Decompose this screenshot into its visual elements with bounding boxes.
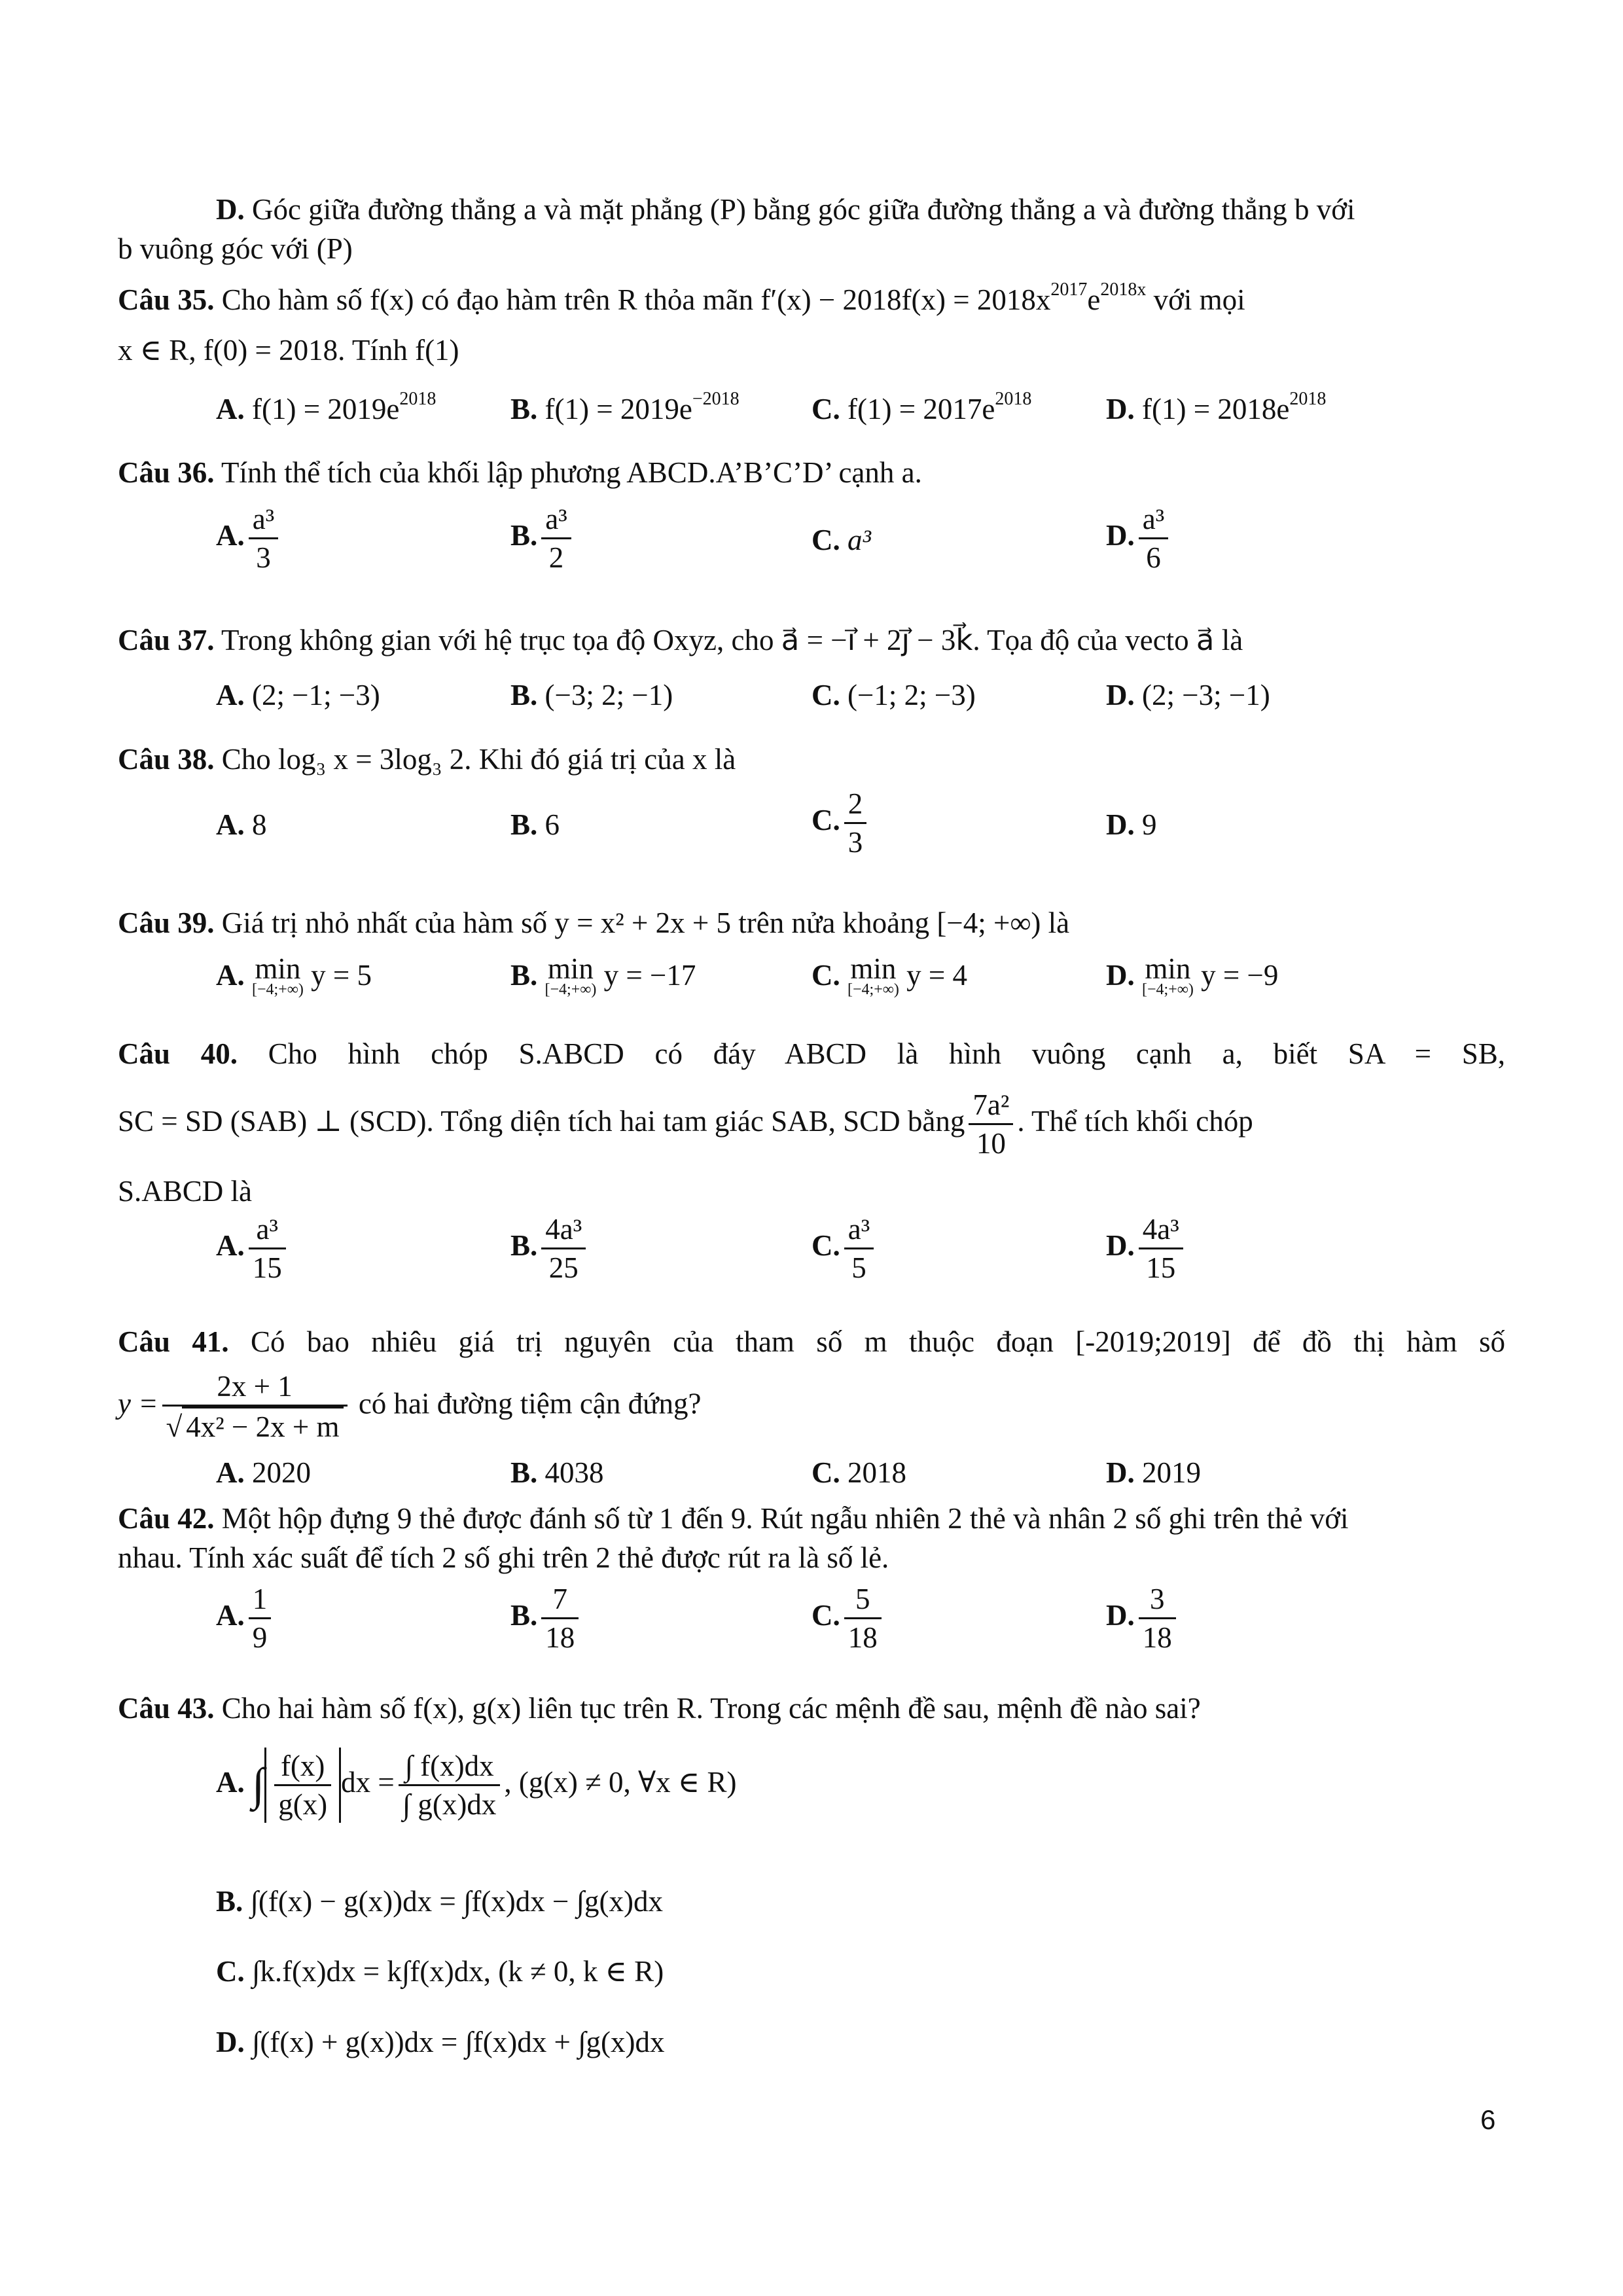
- q36-options: [216, 501, 1505, 592]
- q37-option-a: A. (2; −1; −3): [216, 679, 380, 711]
- q36-option-c: C. a³: [812, 524, 871, 556]
- q40-option-a: A. $\frac{\text{a³}}{15}$: [216, 1211, 290, 1286]
- q35-stem: Câu 35. Cho hàm số f(x) có đạo hàm trên R thỏa mãn $f'(x) - 2018f(x) = 2018x^{2017}e^{2018x}$ với mọi: [118, 279, 1245, 316]
- q42-option-b: B. $\frac{7}{18}$: [510, 1581, 582, 1656]
- q36-stem: Câu 36. Tính thể tích của khối lập phương ABCD.A’B’C’D’ cạnh a.: [118, 456, 922, 489]
- q41-option-d: D. 2019: [1106, 1456, 1201, 1489]
- q43-option-d: D. ∫(f(x) + g(x))dx = ∫f(x)dx + ∫g(x)dx: [216, 2026, 665, 2058]
- q42-stem: Câu 42. Một hộp đựng 9 thẻ được đánh số từ 1 đến 9. Rút ngẫu nhiên 2 thẻ và nhân 2 số ghi trên thẻ với: [118, 1502, 1349, 1535]
- q35-option-a: A. $f(1) = 2019e^{2018}$: [216, 389, 437, 425]
- q37-stem: Câu 37. Trong không gian với hệ trục tọa độ Oxyz, cho a⃗ = −i⃗ + 2j⃗ − 3k⃗. Tọa độ của vecto a⃗ là: [118, 624, 1243, 656]
- q39-options: [216, 952, 1505, 1014]
- q35-option-c: C. $f(1) = 2017e^{2018}$: [812, 389, 1032, 425]
- q36-option-a: A. $\frac{\text{a³}}{3}$: [216, 501, 282, 576]
- q40-option-b: B. $\frac{\text{4a³}}{25}$: [510, 1211, 590, 1286]
- q38-option-a: A. 8: [216, 808, 267, 841]
- q37-option-d: D. (2; −3; −1): [1106, 679, 1270, 711]
- q35-stem-line2: x ∈ R, f(0) = 2018. Tính f(1): [118, 334, 459, 367]
- q40-stem-line2: SC = SD (SAB) ⊥ (SCD). Tổng diện tích hai tam giác SAB, SCD bằng $\frac{\text{7a²}}{10}$ . Thể tích khối chóp: [118, 1086, 1253, 1172]
- page-number: 6: [1480, 2104, 1496, 2135]
- q34-option-d: D. Góc giữa đường thẳng a và mặt phẳng (P) bằng góc giữa đường thẳng a và đường thẳng b với: [216, 193, 1355, 226]
- q38-stem: Câu 38. Cho log₃ x = 3log₃ 2. Khi đó giá trị của x là: [118, 743, 736, 776]
- q35-option-b: B. $f(1) = 2019e^{-2018}$: [510, 389, 740, 425]
- q40-options: [216, 1211, 1505, 1302]
- q39-option-c: C. min [−4;+∞) y = 4: [812, 952, 967, 998]
- q39-option-b: B. min [−4;+∞) y = −17: [510, 952, 696, 998]
- q42-option-a: A. $\frac{1}{9}$: [216, 1581, 275, 1656]
- q42-options: [216, 1581, 1505, 1672]
- q40-stem-line3: S.ABCD là: [118, 1175, 253, 1208]
- q39-option-a: A. min [−4;+∞) y = 5: [216, 952, 372, 998]
- q41-option-a: A. 2020: [216, 1456, 311, 1489]
- q40-stem: Câu 40. Cho hình chóp S.ABCD có đáy ABCD là hình vuông cạnh a, biết SA = SB,: [118, 1037, 1505, 1070]
- q40-option-c: C. $\frac{\text{a³}}{5}$: [812, 1211, 878, 1286]
- q36-option-b: B. $\frac{\text{a³}}{2}$: [510, 501, 575, 576]
- q43-stem: Câu 43. Cho hai hàm số f(x), g(x) liên tục trên R. Trong các mệnh đề sau, mệnh đề nào sai?: [118, 1692, 1201, 1725]
- q41-option-c: C. 2018: [812, 1456, 906, 1489]
- q42-option-c: C. $\frac{5}{18}$: [812, 1581, 885, 1656]
- q42-stem-line2: nhau. Tính xác suất để tích 2 số ghi trên 2 thẻ được rút ra là số lẻ.: [118, 1541, 889, 1574]
- q43-option-c: C. ∫k.f(x)dx = k∫f(x)dx, (k ≠ 0, k ∈ R): [216, 1955, 664, 1988]
- q41-option-b: B. 4038: [510, 1456, 604, 1489]
- q37-option-b: B. (−3; 2; −1): [510, 679, 673, 711]
- q42-option-d: D. $\frac{3}{18}$: [1106, 1581, 1180, 1656]
- q36-option-d: D. $\frac{\text{a³}}{6}$: [1106, 501, 1172, 576]
- q41-stem: Câu 41. Có bao nhiêu giá trị nguyên của tham số m thuộc đoạn [-2019;2019] để đồ thị hàm số: [118, 1325, 1506, 1358]
- q39-stem: Câu 39. Giá trị nhỏ nhất của hàm số y = x² + 2x + 5 trên nửa khoảng [−4; +∞) là: [118, 906, 1070, 939]
- q38-option-d: D. 9: [1106, 808, 1157, 841]
- q37-option-c: C. (−1; 2; −3): [812, 679, 976, 711]
- q35-option-d: D. $f(1) = 2018e^{2018}$: [1106, 389, 1327, 425]
- q41-formula: y = $\frac{2x + 1}{\text{√ 4x² − 2x + m}}$ có hai đường tiệm cận đứng?: [118, 1368, 702, 1453]
- q40-option-d: D. $\frac{\text{4a³}}{15}$: [1106, 1211, 1187, 1286]
- q43-option-a: A. ∫ $\frac{f(x)}{g(x)}$ dx = $\frac{\int f(x)dx}{\int g(x)dx}$ , (g(x) ≠ 0, ∀x ∈ R): [216, 1748, 737, 1846]
- q38-option-c: C. $\frac{2}{3}$: [812, 785, 870, 861]
- q39-option-d: D. min [−4;+∞) y = −9: [1106, 952, 1279, 998]
- q38-option-b: B. 6: [510, 808, 560, 841]
- q38-options: [216, 785, 1505, 877]
- q43-option-b: B. ∫(f(x) − g(x))dx = ∫f(x)dx − ∫g(x)dx: [216, 1885, 663, 1918]
- q34-option-d-cont: b vuông góc với (P): [118, 232, 353, 265]
